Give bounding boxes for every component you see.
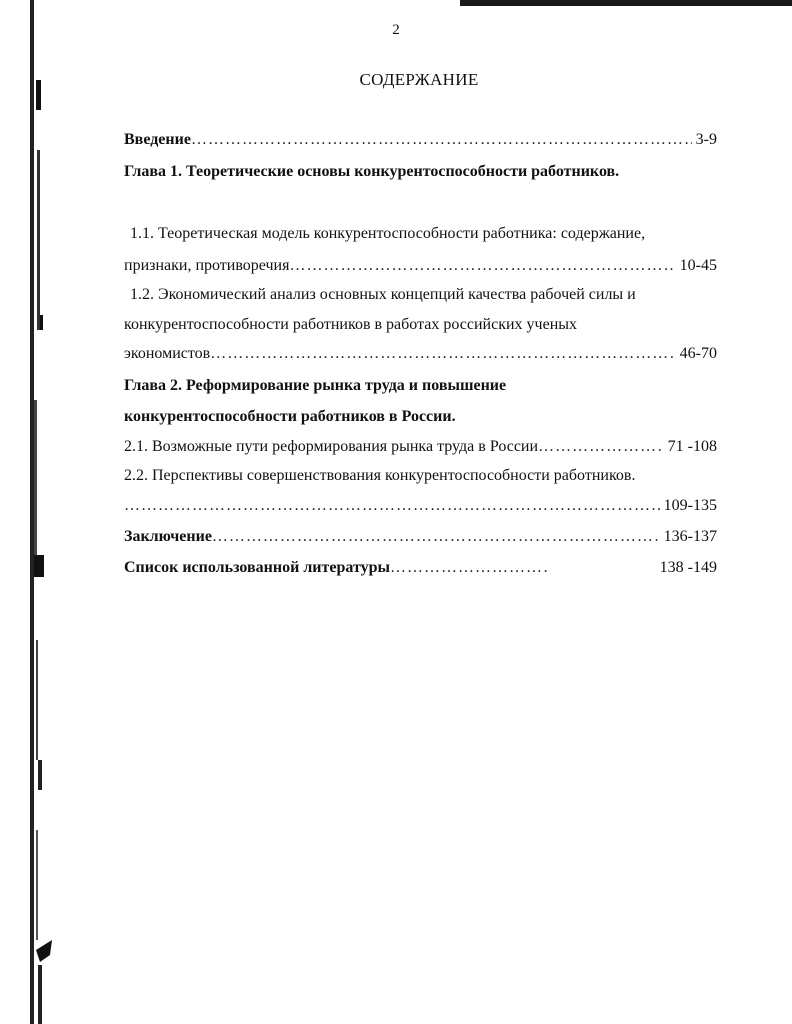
- toc-dot-leader: [212, 525, 660, 549]
- toc-dot-leader: [191, 128, 692, 152]
- toc-section-1-1-line-1: [130, 222, 717, 246]
- toc-page-range: 109-135: [663, 497, 717, 514]
- toc-entry-label: Список использованной литературы: [124, 559, 390, 576]
- toc-dot-leader: [289, 254, 675, 278]
- toc-section-1-2-line-3: [124, 342, 717, 366]
- toc-page-range: 46-70: [679, 345, 717, 362]
- toc-dot-leader: [538, 435, 664, 459]
- toc-entry-label: Глава 2. Реформирование рынка труда и повышение: [124, 377, 507, 394]
- toc-entry-label: экономистов: [124, 345, 211, 362]
- toc-page-range: 136-137: [663, 528, 717, 545]
- toc-chapter-2-heading-line-2: [124, 405, 717, 429]
- toc-page-range: 3-9: [695, 131, 717, 148]
- toc-section-2-1: [124, 435, 717, 459]
- toc-page-range: 138 -149: [659, 559, 717, 576]
- toc-dot-leader: [390, 556, 550, 580]
- toc-entry-label: конкурентоспособности работников в России.: [124, 408, 456, 425]
- toc-chapter-1-heading: [124, 160, 717, 184]
- toc-entry-label: Введение: [124, 131, 191, 148]
- toc-section-1-2-line-2: [124, 313, 717, 337]
- toc-entry-conclusion: [124, 525, 717, 549]
- toc-entry-label: конкурентоспособности работников в работах российских ученых: [124, 316, 577, 333]
- document-title: СОДЕРЖАНИЕ: [359, 70, 479, 89]
- toc-entry-label: 2.2. Перспективы совершенствования конкурентоспособности работников.: [124, 467, 636, 484]
- toc-entry-label: признаки, противоречия: [124, 257, 290, 274]
- toc-section-1-1-line-2: [124, 254, 717, 278]
- page-number: 2: [392, 22, 400, 38]
- toc-entry-label: Заключение: [124, 528, 212, 545]
- toc-section-2-2-line-1: [124, 464, 717, 488]
- toc-section-2-2-line-2: [124, 494, 717, 518]
- toc-entry-label: 1.2. Экономический анализ основных концепций качества рабочей силы и: [130, 286, 636, 303]
- toc-entry-label: 2.1. Возможные пути реформирования рынка труда в России: [124, 438, 539, 455]
- toc-dot-leader: [210, 342, 675, 366]
- toc-entry-label: 1.1. Теоретическая модель конкурентоспособности работника: содержание,: [130, 225, 646, 242]
- toc-chapter-2-heading-line-1: [124, 374, 717, 398]
- toc-entry-intro: [124, 128, 717, 152]
- toc-entry-references: [124, 556, 717, 580]
- toc-dot-leader: [124, 494, 660, 518]
- toc-entry-label: Глава 1. Теоретические основы конкурентоспособности работников.: [124, 163, 620, 180]
- toc-page-range: 71 -108: [667, 438, 717, 455]
- toc-page-range: 10-45: [679, 257, 717, 274]
- toc-section-1-2-line-1: [130, 283, 717, 307]
